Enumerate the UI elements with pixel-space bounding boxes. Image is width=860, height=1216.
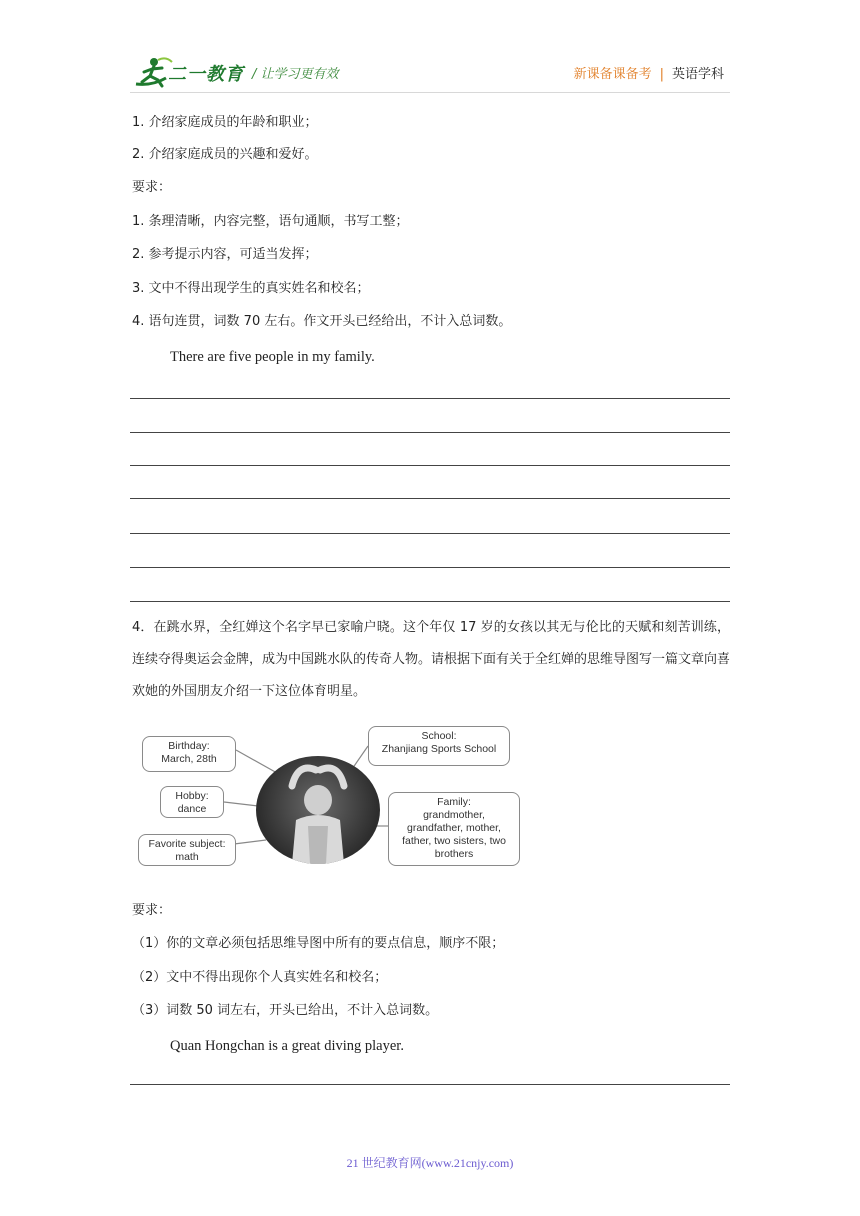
writing-line[interactable] <box>130 567 730 568</box>
header-divider <box>130 92 730 93</box>
mindmap-family <box>388 792 520 866</box>
mindmap-subject <box>138 834 236 866</box>
mindmap-hobby <box>160 786 224 818</box>
athlete-photo <box>256 756 380 864</box>
page-footer[interactable]: 21 世纪教育网(www.21cnjy.com) <box>346 1156 514 1170</box>
requirement-item: 1. 条理清晰，内容完整，语句通顺，书写工整； <box>132 214 409 229</box>
requirement-item: （3）词数 50 词左右，开头已给出，不计入总词数。 <box>132 1003 439 1018</box>
family-value: father, two sisters, two <box>402 835 506 847</box>
writing-line[interactable] <box>130 498 730 499</box>
mindmap-birthday <box>142 736 236 772</box>
header-separator: | <box>659 67 664 82</box>
essay-opening: Quan Hongchan is a great diving player. <box>170 1038 404 1054</box>
requirements-title: 要求： <box>132 903 172 918</box>
birthday-label: Birthday: <box>168 740 210 752</box>
athlete-figure-icon <box>256 756 380 864</box>
mindmap-school <box>368 726 510 766</box>
family-value: grandmother, <box>423 809 485 821</box>
page-header <box>0 0 860 100</box>
birthday-value: March, 28th <box>161 753 217 765</box>
requirement-item: 2. 参考提示内容，可适当发挥； <box>132 247 318 262</box>
writing-line[interactable] <box>130 432 730 433</box>
family-value: grandfather, mother, <box>407 822 501 834</box>
header-subject-label: 英语学科 <box>671 67 724 82</box>
subject-label: Favorite subject: <box>148 838 226 850</box>
writing-line[interactable] <box>130 398 730 399</box>
logo-text: 二一教育 <box>168 64 244 85</box>
mind-map <box>136 722 526 872</box>
school-value: Zhanjiang Sports School <box>381 743 497 755</box>
family-label: Family: <box>437 796 471 808</box>
point-item: 2. 介绍家庭成员的兴趣和爱好。 <box>132 147 318 162</box>
requirement-item: 3. 文中不得出现学生的真实姓名和校名； <box>132 281 370 296</box>
writing-line[interactable] <box>130 1084 730 1085</box>
requirements-title: 要求： <box>132 180 172 195</box>
family-value: brothers <box>434 848 474 860</box>
school-label: School: <box>421 730 457 742</box>
writing-line[interactable] <box>130 601 730 602</box>
requirement-item: （1）你的文章必须包括思维导图中所有的要点信息，顺序不限； <box>132 936 505 951</box>
hobby-label: Hobby: <box>175 790 209 802</box>
writing-line[interactable] <box>130 533 730 534</box>
hobby-value: dance <box>177 803 207 815</box>
header-course-label: 新课备课备考 <box>573 67 652 82</box>
essay-opening: There are five people in my family. <box>170 349 375 365</box>
requirement-item: （2）文中不得出现你个人真实姓名和校名； <box>132 970 388 985</box>
writing-line[interactable] <box>130 465 730 466</box>
header-subject <box>574 63 724 82</box>
subject-value: math <box>175 851 199 863</box>
question-4-intro: 4．在跳水界，全红婵这个名字早已家喻户晓。这个年仅 17 岁的女孩以其无与伦比的天赋和刻苦训练，连续夺得奥运会金牌，成为中国跳水队的传奇人物。请根据下面有关于全红婵的思维导图写一篇文章向喜欢她的外国朋友介绍一下这位体育明星。 <box>132 620 731 699</box>
point-item: 1. 介绍家庭成员的年龄和职业； <box>132 115 318 130</box>
slogan: / 让学习更有效 <box>252 67 339 82</box>
requirement-item: 4. 语句连贯，词数 70 左右。作文开头已经给出，不计入总词数。 <box>132 314 512 329</box>
